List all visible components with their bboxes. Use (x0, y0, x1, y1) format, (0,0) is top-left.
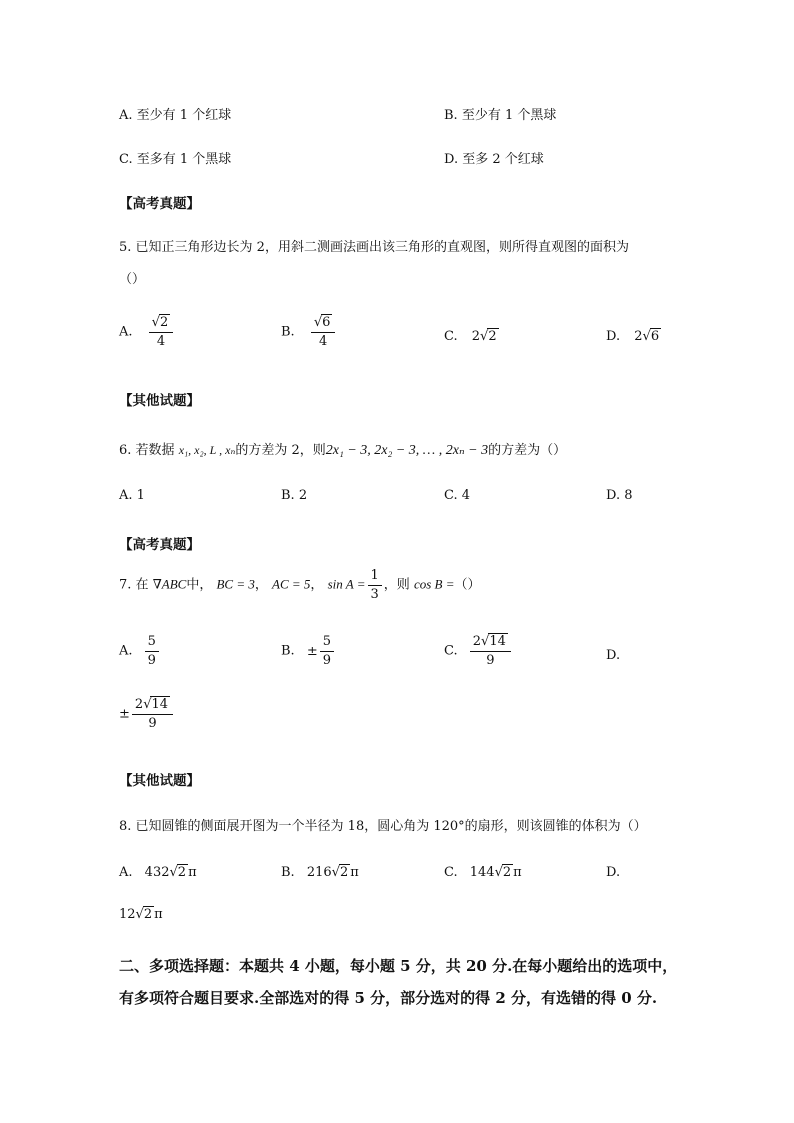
q7-option-c (444, 635, 513, 667)
fraction: $\frac{√6}{4}$ (311, 316, 336, 348)
option-label: C. (444, 643, 458, 659)
sqrt: √14 (143, 697, 169, 712)
q8-option-a: A. 432√2 π (119, 865, 197, 880)
q4-option-c: C. 至多有 1 个黑球 (119, 152, 232, 167)
q7-option-a (119, 635, 161, 667)
sqrt: √14 (481, 634, 506, 649)
fraction: $\frac{1}{3}$ (368, 569, 382, 601)
q6-option-d: D. 8 (606, 488, 633, 503)
q5-stem: 5. 已知正三角形边长为 2，用斜二测画法画出该三角形的直观图，则所得直观图的面积为 (119, 240, 629, 255)
section2-heading-line1: 二、多项选择题：本题共 4 小题，每小题 5 分，共 20 分.在每小题给出的选项中， (119, 957, 678, 975)
sqrt: √2 (331, 865, 349, 880)
option-label: B. (281, 643, 295, 659)
sqrt: √2 (480, 329, 497, 344)
fraction: $\frac{5}{9}$ (320, 635, 334, 667)
q7-option-b: B. ± $\frac{5}{9}$ (281, 635, 336, 667)
tag-other-1: 【其他试题】 (119, 393, 200, 409)
q7-option-d-label: D. (606, 648, 621, 663)
q5-option-d: D. 2√6 (606, 329, 660, 344)
q5-option-b (281, 316, 337, 348)
q7-option-d: ± $\frac{2√14}{9}$ (119, 698, 175, 730)
option-label: D. (606, 329, 621, 344)
tag-other-2: 【其他试题】 (119, 773, 200, 789)
sqrt: √2 (135, 907, 153, 922)
option-label: B. (281, 865, 295, 880)
option-label: C. (444, 329, 458, 344)
sqrt: √2 (494, 865, 512, 880)
fraction: $\frac{√2}{4}$ (149, 316, 174, 348)
q8-option-d-label: D. (606, 865, 621, 880)
q8-option-b: B. 216√2 π (281, 865, 359, 880)
q6-stem: 6. 若数据 x₁, x₂, L , xₙ的方差为 2，则2x₁ − 3, 2x₂ − 3, … , 2xₙ − 3的方差为（） (119, 443, 567, 458)
sqrt: √6 (642, 329, 660, 344)
option-label: B. (281, 324, 295, 340)
q4-option-b: B. 至少有 1 个黑球 (444, 108, 557, 123)
q6-option-b: B. 2 (281, 488, 308, 503)
option-label: A. (119, 324, 133, 340)
q6-option-c: C. 4 (444, 488, 471, 503)
fraction: $\frac{5}{9}$ (145, 635, 159, 667)
section2-heading-line2: 有多项符合题目要求.全部选对的得 5 分，部分选对的得 2 分，有选错的得 0 分. (119, 989, 658, 1007)
q5-option-a (119, 316, 175, 348)
option-label: A. (119, 643, 133, 659)
tag-gaokao-2: 【高考真题】 (119, 537, 200, 553)
q6-option-a: A. 1 (119, 488, 145, 503)
sqrt: √6 (313, 315, 331, 330)
q4-option-a: A. 至少有 1 个红球 (119, 108, 232, 123)
q8-stem: 8. 已知圆锥的侧面展开图为一个半径为 18，圆心角为 120°的扇形，则该圆锥的体积为（） (119, 819, 647, 834)
fraction: $\frac{2√14}{9}$ (470, 635, 511, 667)
tag-gaokao-1: 【高考真题】 (119, 196, 200, 212)
sqrt: √2 (151, 315, 169, 330)
q8-option-d: 12√2 π (119, 907, 163, 922)
q5-option-c: C. 2√2 (444, 329, 497, 344)
q8-option-c: C. 144√2 π (444, 865, 522, 880)
q5-stem-paren: （） (119, 272, 146, 287)
option-label: C. (444, 865, 458, 880)
option-label: A. (119, 865, 133, 880)
sqrt: √2 (169, 865, 187, 880)
q7-stem: 7. 在 ∇ABC中， BC = 3， AC = 5， sin A = $\frac{1}{3}$ ，则 cos B =（） (119, 568, 481, 602)
q4-option-d: D. 至多 2 个红球 (444, 152, 544, 167)
fraction: $\frac{2√14}{9}$ (132, 698, 173, 730)
